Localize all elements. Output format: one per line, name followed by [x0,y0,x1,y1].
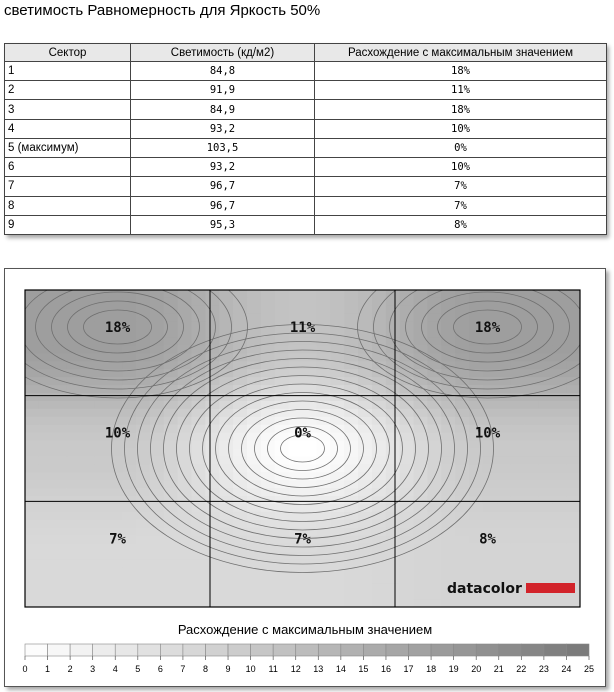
deviation-cell: 10% [315,158,607,177]
legend-swatch [228,644,251,656]
legend-tick-label: 10 [245,664,256,674]
luminance-cell: 84,8 [131,62,315,81]
table-header-row [5,44,607,62]
sector-cell: 9 [5,215,131,234]
table-row [5,62,607,81]
legend-tick-label: 11 [268,664,278,674]
legend-swatch [341,644,364,656]
legend-tick-label: 8 [202,664,208,674]
deviation-cell: 18% [315,62,607,81]
legend-tick-label: 17 [403,664,414,674]
luminance-cell: 103,5 [131,138,315,157]
heatmap-surface [25,290,581,608]
table-row [5,215,607,234]
legend-swatch [251,644,274,656]
legend-swatch [70,644,93,656]
luminance-cell: 96,7 [131,177,315,196]
legend-tick-label: 16 [380,664,391,674]
legend-swatch [499,644,522,656]
sector-cell: 3 [5,100,131,119]
sector-label: 18% [474,320,501,336]
sector-label: 0% [294,425,311,442]
legend-tick-label: 23 [538,664,549,674]
deviation-cell: 7% [315,177,607,196]
legend-swatch [386,644,409,656]
sector-cell: 6 [5,158,131,177]
datacolor-logo-text: datacolor [447,581,522,597]
deviation-cell: 10% [315,119,607,138]
legend-tick-label: 1 [45,664,51,674]
column-header: Расхождение с максимальным значением [315,44,607,62]
deviation-cell: 7% [315,196,607,215]
sector-cell: 7 [5,177,131,196]
sector-label: 11% [289,320,316,336]
legend-swatch [115,644,138,656]
legend-tick-label: 7 [180,664,186,674]
legend-swatch [296,644,319,656]
luminance-cell: 93,2 [131,158,315,177]
table-row [5,119,607,138]
legend-swatch [363,644,386,656]
page-title: светимость Равномерность для Яркость 50% [4,2,321,19]
legend-swatch [25,644,48,656]
table-row [5,177,607,196]
legend-swatch [93,644,116,656]
legend-swatch [160,644,183,656]
legend-title: Расхождение с максимальным значением [177,622,433,637]
luminance-cell: 91,9 [131,81,315,100]
luminance-cell: 93,2 [131,119,315,138]
table-row [5,81,607,100]
sector-label: 8% [479,531,496,548]
sector-label: 7% [294,531,311,548]
deviation-cell: 0% [315,138,607,157]
legend-tick-label: 3 [90,664,96,674]
legend-swatch [454,644,477,656]
luminance-table [4,43,607,235]
table-row [5,100,607,119]
legend-tick-label: 20 [471,664,482,674]
sector-label: 7% [109,531,126,548]
sector-cell: 5 (максимум) [5,138,131,157]
legend-tick-label: 5 [135,664,141,674]
legend-tick-label: 21 [493,664,504,674]
legend-tick-label: 13 [313,664,324,674]
legend-tick-label: 6 [157,664,163,674]
deviation-cell: 11% [315,81,607,100]
datacolor-logo-bar [526,583,575,593]
sector-cell: 4 [5,119,131,138]
legend-tick-label: 25 [583,664,595,674]
table-row [5,196,607,215]
column-header: Сектор [5,44,131,62]
deviation-cell: 8% [315,215,607,234]
legend-swatch [205,644,228,656]
sector-label: 18% [104,320,131,336]
luminance-cell: 84,9 [131,100,315,119]
sector-label: 10% [474,425,501,442]
luminance-table-container [4,43,606,235]
legend-swatch [409,644,432,656]
legend-tick-label: 2 [67,664,73,674]
table-row [5,158,607,177]
legend-swatch [183,644,206,656]
legend-swatch [476,644,499,656]
legend-tick-label: 22 [516,664,527,674]
sector-cell: 1 [5,62,131,81]
column-header: Светимость (кд/м2) [131,44,315,62]
legend-tick-label: 0 [22,664,28,674]
legend-tick-label: 14 [335,664,346,674]
uniformity-chart-panel [4,268,606,687]
luminance-cell: 96,7 [131,196,315,215]
legend-tick-label: 12 [290,664,301,674]
sector-label: 10% [104,425,131,442]
sector-cell: 2 [5,81,131,100]
legend-swatch [138,644,161,656]
legend-swatch [318,644,341,656]
legend-swatch [566,644,589,656]
table-body [5,62,607,235]
legend-tick-label: 19 [448,664,459,674]
legend-swatch [48,644,71,656]
luminance-cell: 95,3 [131,215,315,234]
legend-tick-label: 4 [112,664,118,674]
legend-tick-label: 9 [225,664,231,674]
legend-swatch [521,644,544,656]
deviation-cell: 18% [315,100,607,119]
legend-tick-label: 18 [426,664,437,674]
legend-tick-label: 15 [358,664,369,674]
table-row [5,138,607,157]
legend-swatch [431,644,454,656]
legend-swatch [273,644,296,656]
sector-cell: 8 [5,196,131,215]
legend-tick-label: 24 [561,664,572,674]
legend-swatch [544,644,567,656]
